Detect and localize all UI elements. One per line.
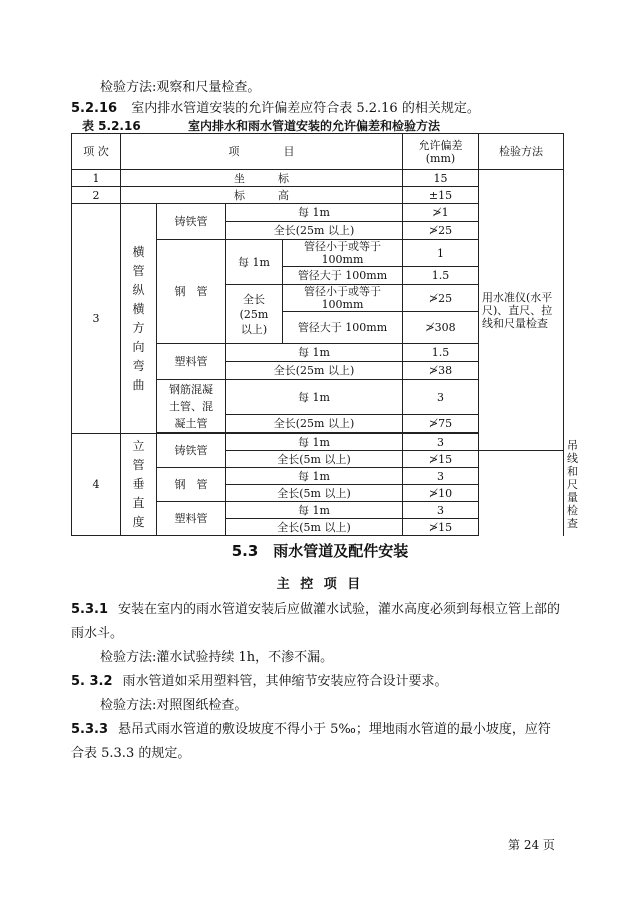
measure: 每 1m <box>226 240 283 285</box>
row-no: 1 <box>72 170 121 187</box>
clause-number: 5. 3.2 <box>71 674 113 689</box>
measure: 全长(5m 以上) <box>226 451 403 468</box>
tolerance: ≯1 <box>403 204 479 222</box>
group-label: 横管纵横方向弯曲 <box>121 204 157 434</box>
method-cell-3: 用水准仪(水平尺)、直尺、拉线和尺量检查 <box>479 170 564 451</box>
header-item-no: 项 次 <box>72 134 121 170</box>
tolerance: ≯25 <box>403 222 479 240</box>
tolerance: ≯15 <box>403 451 479 468</box>
row-no: 3 <box>72 204 121 434</box>
pipe-type: 塑料管 <box>157 344 226 380</box>
measure: 每 1m <box>226 380 403 415</box>
pipe-type: 钢筋混凝土管、混凝土管 <box>157 380 226 433</box>
section-title: 5.3 雨水管道及配件安装 <box>231 542 409 560</box>
tolerance: ≯10 <box>403 485 479 502</box>
diameter: 管径小于或等于 100mm <box>283 285 403 312</box>
measure: 每 1m <box>226 468 403 485</box>
measure: 全长(5m 以上) <box>226 485 403 502</box>
clause-number: 5.3.3 <box>71 722 109 737</box>
measure: 每 1m <box>226 344 403 362</box>
clause-text: 安装在室内的雨水管道安装后应做灌水试验，灌水高度必须到每根立管上部的雨水斗。 <box>71 602 561 641</box>
row-tolerance: 15 <box>403 170 479 187</box>
tolerance: ≯75 <box>403 415 479 433</box>
measure: 全长(25m 以上) <box>226 415 403 433</box>
tolerance: 3 <box>403 434 479 451</box>
measure: 全长(25m 以上) <box>226 362 403 380</box>
pipe-type: 钢 管 <box>157 468 226 502</box>
row-item: 标 高 <box>121 187 403 204</box>
header-method: 检验方法 <box>479 134 564 170</box>
clause-check: 检验方法:对照图纸检查。 <box>100 698 248 713</box>
intro-check-text: 检验方法:观察和尺量检查。 <box>100 80 261 95</box>
clause-5-3-1 <box>71 598 563 646</box>
clause-check: 检验方法:灌水试验持续 1h，不渗不漏。 <box>100 650 334 665</box>
row-no: 2 <box>72 187 121 204</box>
tolerance: ≯308 <box>403 312 479 344</box>
diameter: 管径大于 100mm <box>283 267 403 285</box>
tolerance: 1.5 <box>403 267 479 285</box>
measure: 全长 (25m 以上) <box>226 285 283 344</box>
pipe-type: 塑料管 <box>157 502 226 536</box>
group-label: 立管垂直度 <box>121 434 157 536</box>
tolerance: ≯25 <box>403 285 479 312</box>
row-item: 坐 标 <box>121 170 403 187</box>
clause-5-3-2 <box>71 670 563 694</box>
table-row <box>72 170 564 187</box>
clause-text: 雨水管道如采用塑料管，其伸缩节安装应符合设计要求。 <box>122 674 448 689</box>
pipe-type: 铸铁管 <box>157 434 226 468</box>
tolerance: 3 <box>403 468 479 485</box>
tolerance: 3 <box>403 502 479 519</box>
clause-5-3-3 <box>71 718 563 766</box>
measure: 全长(25m 以上) <box>226 222 403 240</box>
measure: 全长(5m 以上) <box>226 519 403 536</box>
clause-5-2-16 <box>71 97 480 116</box>
table-header-row <box>72 134 564 170</box>
clause-text: 悬吊式雨水管道的敷设坡度不得小于 5‰；埋地雨水管道的最小坡度，应符合表 5.3.3 的规定。 <box>71 722 551 761</box>
tolerance: ≯38 <box>403 362 479 380</box>
clause-text: 室内排水管道安装的允许偏差应符合表 5.2.16 的相关规定。 <box>131 101 480 116</box>
row-no: 4 <box>72 434 121 536</box>
tolerance: 1.5 <box>403 344 479 362</box>
tolerance: 3 <box>403 380 479 415</box>
header-tolerance: 允许偏差 (mm) <box>403 134 479 170</box>
table-row: 4 立管垂直度 铸铁管 每 1m 3 吊线和尺量检查 <box>72 434 564 451</box>
measure: 每 1m <box>226 204 403 222</box>
diameter: 管径大于 100mm <box>283 312 403 344</box>
table-title: 室内排水和雨水管道安装的允许偏差和检验方法 <box>188 119 441 133</box>
clause-number: 5.2.16 <box>71 101 118 116</box>
header-item: 项 目 <box>121 134 403 170</box>
page-number: 第 24 页 <box>508 838 555 852</box>
measure: 每 1m <box>226 434 403 451</box>
tolerance-table <box>71 133 578 536</box>
tolerance: ≯15 <box>403 519 479 536</box>
diameter: 管径小于或等于 100mm <box>283 240 403 267</box>
section-subtitle: 主 控 项 目 <box>276 577 364 592</box>
pipe-type: 钢 管 <box>157 240 226 344</box>
row-tolerance: ±15 <box>403 187 479 204</box>
table-number: 表 5.2.16 <box>82 119 141 133</box>
measure: 每 1m <box>226 502 403 519</box>
tolerance: 1 <box>403 240 479 267</box>
pipe-type: 铸铁管 <box>157 204 226 240</box>
clause-number: 5.3.1 <box>71 602 109 617</box>
